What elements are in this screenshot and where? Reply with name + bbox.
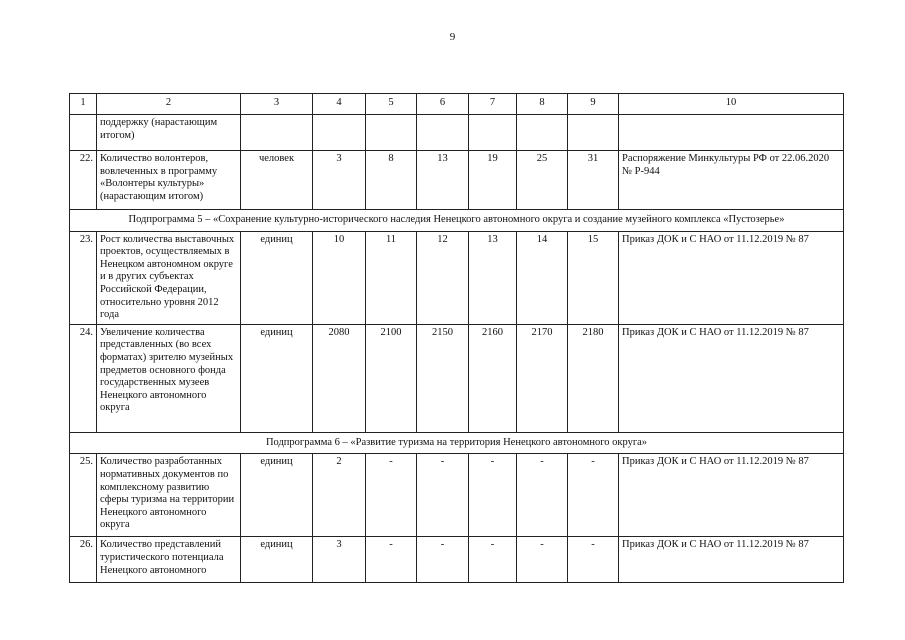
header-cell: 6 — [417, 94, 469, 115]
indicator-name: Увеличение количества представленных (во всех форматах) зрителю музейных предметов основного фонда государственных музеев Ненецкого автономного округа — [97, 324, 241, 432]
value-cell: 25 — [517, 151, 568, 210]
header-cell: 4 — [313, 94, 366, 115]
page-number: 9 — [449, 31, 456, 43]
document-cell: Распоряжение Минкультуры РФ от 22.06.2020 № Р-944 — [619, 151, 844, 210]
header-cell: 5 — [366, 94, 417, 115]
value-cell: - — [366, 454, 417, 537]
value-cell: 11 — [366, 231, 417, 324]
value-cell: 13 — [417, 151, 469, 210]
value-cell: 15 — [568, 231, 619, 324]
value-cell: 2170 — [517, 324, 568, 432]
indicators-table — [69, 93, 844, 583]
value-cell: 8 — [366, 151, 417, 210]
row-number: 24. — [70, 324, 97, 432]
table-row — [70, 454, 844, 537]
unit-cell: единиц — [241, 324, 313, 432]
document-cell: Приказ ДОК и С НАО от 11.12.2019 № 87 — [619, 231, 844, 324]
table-row — [70, 537, 844, 583]
indicator-name: Количество разработанных нормативных документов по комплексному развитию сферы туризма на территории Ненецкого автономного округа — [97, 454, 241, 537]
table-row — [70, 115, 844, 151]
unit-cell: единиц — [241, 231, 313, 324]
value-cell: - — [417, 537, 469, 583]
indicator-name: поддержку (нарастающим итогом) — [97, 115, 241, 151]
row-number: 22. — [70, 151, 97, 210]
value-cell: 2160 — [469, 324, 517, 432]
unit-cell: единиц — [241, 454, 313, 537]
header-cell: 1 — [70, 94, 97, 115]
value-cell: - — [366, 537, 417, 583]
header-cell: 3 — [241, 94, 313, 115]
value-cell: 2080 — [313, 324, 366, 432]
value-cell: - — [568, 537, 619, 583]
indicator-name: Количество волонтеров, вовлеченных в программу «Волонтеры культуры» (нарастающим итогом) — [97, 151, 241, 210]
header-cell: 7 — [469, 94, 517, 115]
value-cell: - — [469, 537, 517, 583]
value-cell: - — [417, 454, 469, 537]
unit-cell: единиц — [241, 537, 313, 583]
value-cell: 13 — [469, 231, 517, 324]
header-cell: 10 — [619, 94, 844, 115]
document-cell: Приказ ДОК и С НАО от 11.12.2019 № 87 — [619, 454, 844, 537]
value-cell: 14 — [517, 231, 568, 324]
value-cell: 3 — [313, 537, 366, 583]
row-number: 26. — [70, 537, 97, 583]
section-row — [70, 210, 844, 232]
document-cell: Приказ ДОК и С НАО от 11.12.2019 № 87 — [619, 324, 844, 432]
value-cell: 2 — [313, 454, 366, 537]
value-cell: 19 — [469, 151, 517, 210]
unit-cell: человек — [241, 151, 313, 210]
section-row — [70, 432, 844, 454]
header-cell: 8 — [517, 94, 568, 115]
indicator-name: Рост количества выставочных проектов, осуществляемых в Ненецком автономном округе и в других субъектах Российской Федерации, относительно уровня 2012 года — [97, 231, 241, 324]
value-cell: - — [517, 454, 568, 537]
section-title: Подпрограмма 5 – «Сохранение культурно-исторического наследия Ненецкого автономного округа и создание музейного комплекса «Пустозерье» — [70, 210, 844, 232]
value-cell: - — [568, 454, 619, 537]
header-cell: 2 — [97, 94, 241, 115]
document-cell: Приказ ДОК и С НАО от 11.12.2019 № 87 — [619, 537, 844, 583]
header-row — [70, 94, 844, 115]
value-cell: 12 — [417, 231, 469, 324]
table-row — [70, 324, 844, 432]
value-cell: 2100 — [366, 324, 417, 432]
value-cell: 2180 — [568, 324, 619, 432]
row-number: 25. — [70, 454, 97, 537]
indicator-name: Количество представлений туристического потенциала Ненецкого автономного — [97, 537, 241, 583]
value-cell: 3 — [313, 151, 366, 210]
table-row — [70, 231, 844, 324]
row-number: 23. — [70, 231, 97, 324]
value-cell: 2150 — [417, 324, 469, 432]
value-cell: - — [517, 537, 568, 583]
section-title: Подпрограмма 6 – «Развитие туризма на территория Ненецкого автономного округа» — [70, 432, 844, 454]
table-row — [70, 151, 844, 210]
value-cell: 10 — [313, 231, 366, 324]
value-cell: - — [469, 454, 517, 537]
header-cell: 9 — [568, 94, 619, 115]
value-cell: 31 — [568, 151, 619, 210]
